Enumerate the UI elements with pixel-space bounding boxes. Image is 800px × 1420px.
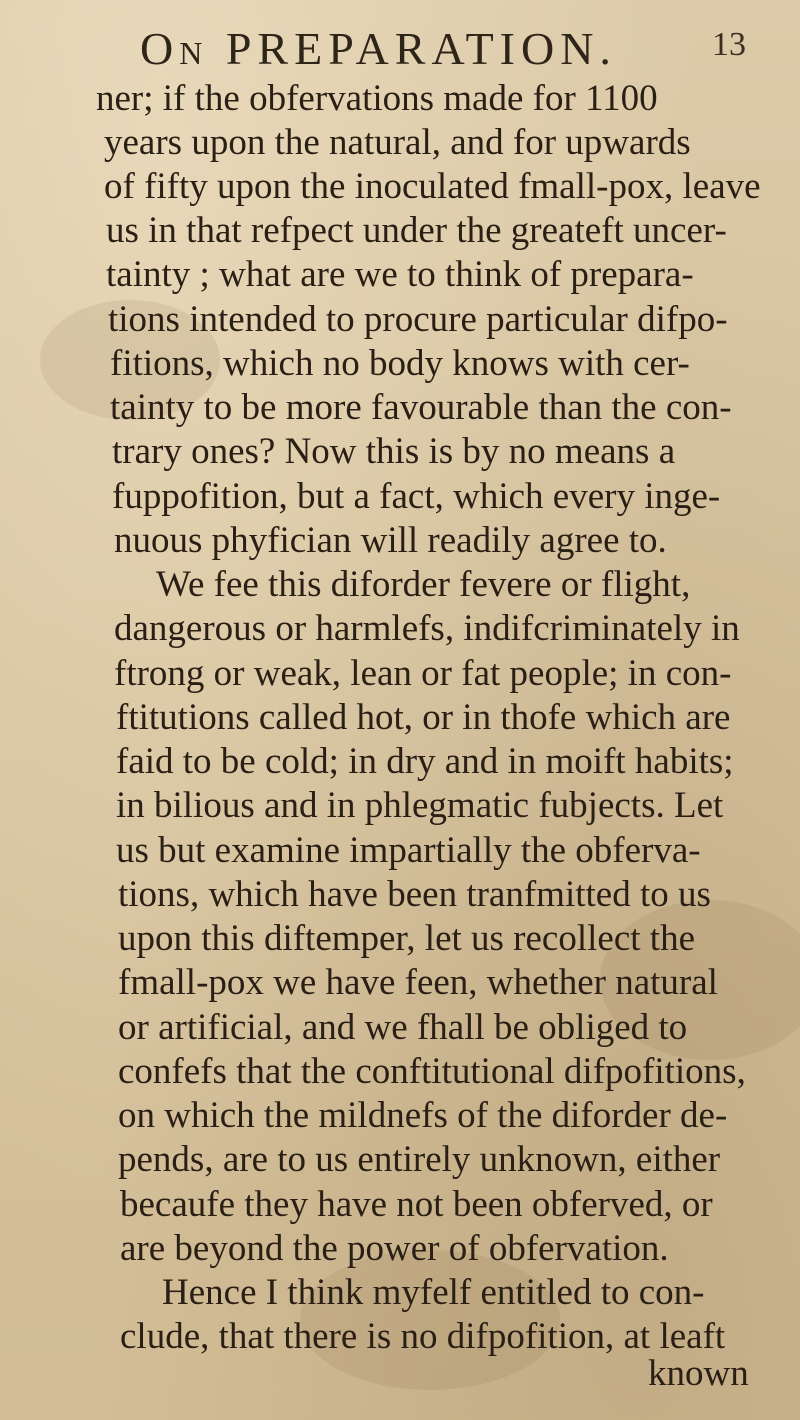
text-line: or artificial, and we fhall be obliged to	[118, 1007, 688, 1048]
text-line: We fee this diforder fevere or flight,	[156, 564, 691, 605]
text-line: fuppofition, but a fact, which every inge-	[112, 476, 721, 517]
text-line: dangerous or harmlefs, indifcriminately in	[114, 608, 740, 649]
text-line: years upon the natural, and for upwards	[104, 122, 691, 163]
text-line: ftrong or weak, lean or fat people; in con-	[114, 653, 732, 694]
catchword: known	[648, 1353, 749, 1394]
page-number: 13	[712, 26, 746, 63]
text-line: upon this diftemper, let us recollect the	[118, 918, 695, 959]
text-line: tainty to be more favourable than the con-	[110, 387, 732, 428]
text-line: tions intended to procure particular difpo-	[108, 299, 728, 340]
page-header	[0, 18, 800, 78]
text-line: tions, which have been tranfmitted to us	[118, 874, 711, 915]
text-line: in bilious and in phlegmatic fubjects. Let	[116, 785, 724, 826]
text-line: nuous phyfician will readily agree to.	[114, 520, 667, 561]
text-line: tainty ; what are we to think of prepara-	[106, 254, 694, 295]
text-line: clude, that there is no difpofition, at leaft	[120, 1316, 726, 1357]
text-line: ftitutions called hot, or in thofe which are	[116, 697, 731, 738]
text-line: confefs that the conftitutional difpofitions,	[118, 1051, 746, 1092]
text-line: of fifty upon the inoculated fmall-pox, leave	[104, 166, 761, 207]
text-line: on which the mildnefs of the diforder de-	[118, 1095, 728, 1136]
running-title: On PREPARATION.	[140, 23, 617, 74]
text-line: pends, are to us entirely unknown, either	[118, 1139, 721, 1180]
text-line: us in that refpect under the greateft uncer-	[106, 210, 727, 251]
text-line: are beyond the power of obfervation.	[120, 1228, 669, 1269]
text-line: fmall-pox we have feen, whether natural	[118, 962, 718, 1003]
text-line: fitions, which no body knows with cer-	[110, 343, 690, 384]
text-line: us but examine impartially the obferva-	[116, 830, 701, 871]
text-line: faid to be cold; in dry and in moift habits;	[116, 741, 734, 782]
text-line: Hence I think myfelf entitled to con-	[162, 1272, 705, 1313]
text-line: trary ones? Now this is by no means a	[112, 431, 676, 472]
text-line: becaufe they have not been obferved, or	[120, 1184, 713, 1225]
text-line: ner; if the obfervations made for 1100	[96, 78, 658, 119]
